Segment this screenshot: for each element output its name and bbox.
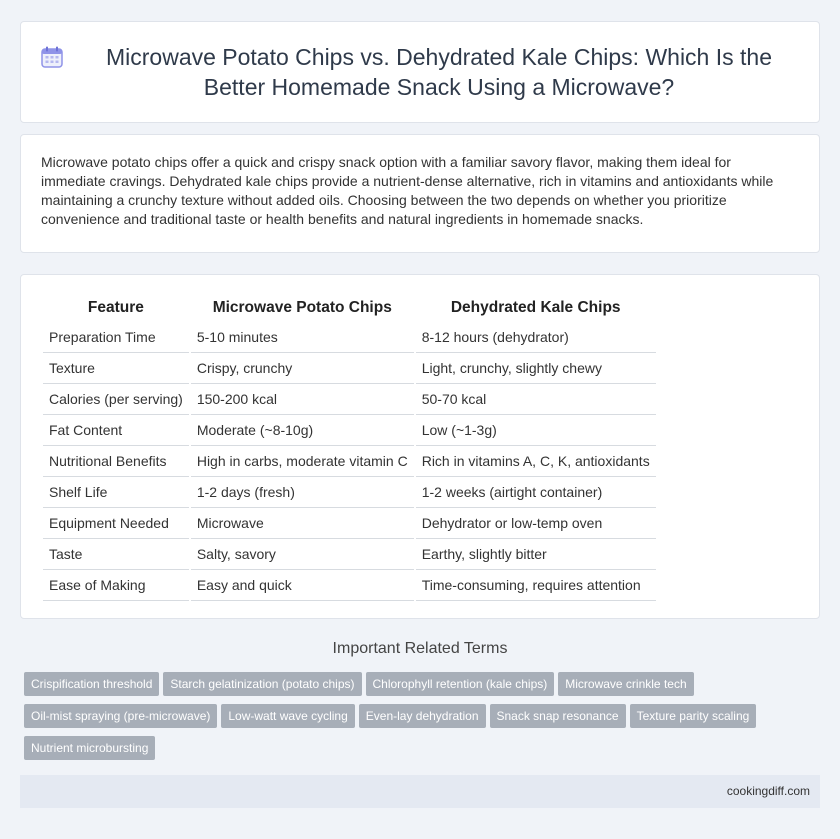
cell-kale: Rich in vitamins A, C, K, antioxidants: [416, 446, 656, 477]
cell-potato: Salty, savory: [191, 539, 414, 570]
cell-feature: Texture: [43, 353, 189, 384]
table-row: [43, 446, 656, 477]
cell-kale: 50-70 kcal: [416, 384, 656, 415]
cell-kale: Time-consuming, requires attention: [416, 570, 656, 601]
table-header-row: [43, 296, 656, 322]
cell-feature: Equipment Needed: [43, 508, 189, 539]
cell-potato: High in carbs, moderate vitamin C: [191, 446, 414, 477]
table-row: [43, 322, 656, 353]
cell-kale: 1-2 weeks (airtight container): [416, 477, 656, 508]
term-tag[interactable]: Low-watt wave cycling: [221, 704, 354, 728]
cell-feature: Shelf Life: [43, 477, 189, 508]
cell-feature: Taste: [43, 539, 189, 570]
cell-potato: Moderate (~8-10g): [191, 415, 414, 446]
header-potato: Microwave Potato Chips: [212, 299, 392, 316]
table-row: [43, 508, 656, 539]
cell-kale: Light, crunchy, slightly chewy: [416, 353, 656, 384]
table-row: [43, 353, 656, 384]
cell-feature: Preparation Time: [43, 322, 189, 353]
term-tag[interactable]: Snack snap resonance: [490, 704, 626, 728]
cell-feature: Nutritional Benefits: [43, 446, 189, 477]
header-kale: Dehydrated Kale Chips: [450, 299, 621, 316]
table-row: [43, 570, 656, 601]
intro-card: [20, 134, 820, 253]
cell-kale: Dehydrator or low-temp oven: [416, 508, 656, 539]
cell-potato: Microwave: [191, 508, 414, 539]
term-tag[interactable]: Chlorophyll retention (kale chips): [366, 672, 555, 696]
title-wrap: [40, 42, 800, 102]
cell-potato: 1-2 days (fresh): [191, 477, 414, 508]
cell-kale: 8-12 hours (dehydrator): [416, 322, 656, 353]
table-row: [43, 539, 656, 570]
term-tag[interactable]: Oil-mist spraying (pre-microwave): [24, 704, 217, 728]
term-tag[interactable]: Microwave crinkle tech: [558, 672, 693, 696]
cell-potato: Easy and quick: [191, 570, 414, 601]
cell-feature: Ease of Making: [43, 570, 189, 601]
table-row: [43, 477, 656, 508]
comparison-table: [41, 296, 658, 601]
cell-kale: Low (~1-3g): [416, 415, 656, 446]
cell-potato: 150-200 kcal: [191, 384, 414, 415]
term-tag[interactable]: Starch gelatinization (potato chips): [163, 672, 361, 696]
related-terms-list: [24, 672, 824, 768]
table-row: [43, 384, 656, 415]
cell-feature: Calories (per serving): [43, 384, 189, 415]
term-tag[interactable]: Crispification threshold: [24, 672, 159, 696]
footer-site[interactable]: cookingdiff.com: [726, 784, 810, 798]
term-tag[interactable]: Nutrient microbursting: [24, 736, 155, 760]
page-title: Microwave Potato Chips vs. Dehydrated Kale Chips: Which Is the Better Homemade Snack Using a Microwave?: [105, 44, 772, 100]
table-row: [43, 415, 656, 446]
comparison-card: [20, 274, 820, 619]
title-card: [20, 21, 820, 123]
related-terms-title: Important Related Terms: [332, 640, 508, 657]
cell-potato: 5-10 minutes: [191, 322, 414, 353]
intro-paragraph: Microwave potato chips offer a quick and crispy snack option with a familiar savory flavor, making them ideal for immediate cravings. Dehydrated kale chips provide a nutrient-dense alternative, rich in vitamins and antioxidants while maintaining a crunchy texture without added oils. Choosing between the two depends on whether you prioritize convenience and traditional taste or health benefits and natural ingredients in homemade snacks.: [41, 154, 774, 227]
term-tag[interactable]: Even-lay dehydration: [359, 704, 486, 728]
calendar-icon: [40, 45, 64, 69]
cell-kale: Earthy, slightly bitter: [416, 539, 656, 570]
header-feature: Feature: [87, 299, 144, 316]
cell-potato: Crispy, crunchy: [191, 353, 414, 384]
footer: [20, 775, 820, 808]
term-tag[interactable]: Texture parity scaling: [630, 704, 757, 728]
cell-feature: Fat Content: [43, 415, 189, 446]
